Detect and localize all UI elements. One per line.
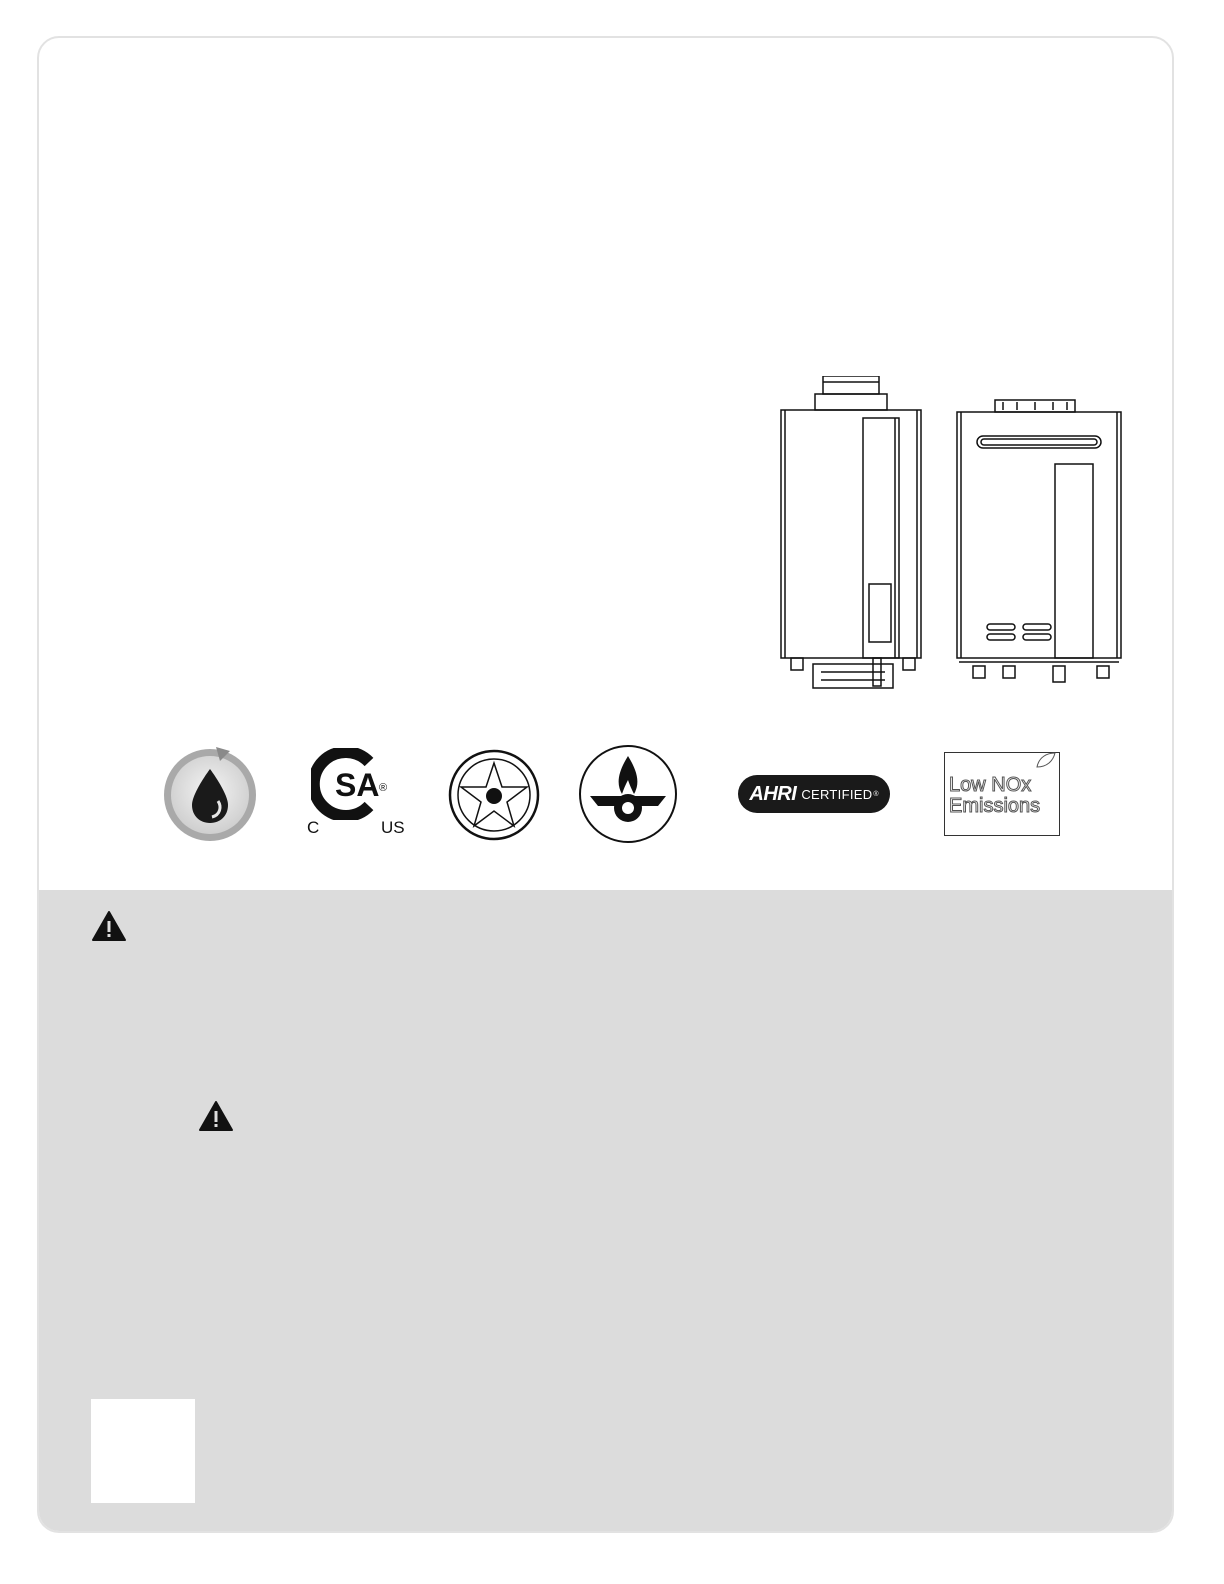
water-heater-side-view xyxy=(781,376,921,688)
certified-label: CERTIFIED xyxy=(801,786,873,802)
water-drop-recycle-icon xyxy=(160,743,260,843)
flame-seal-logo xyxy=(578,744,678,844)
warning-panel xyxy=(39,890,1172,1533)
water-heater-front-view xyxy=(957,400,1121,682)
nox-line-1: Low NOx xyxy=(949,774,1032,796)
leaf-icon xyxy=(1033,751,1057,771)
svg-text:SA: SA xyxy=(335,767,380,803)
star-seal-logo xyxy=(447,748,541,842)
blank-white-box xyxy=(91,1399,195,1503)
ahri-certified-badge xyxy=(738,775,890,813)
ahri-registered-mark: ® xyxy=(873,790,879,798)
warning-triangle-icon xyxy=(91,910,127,942)
low-nox-emissions-badge xyxy=(944,752,1060,836)
warning-triangle-icon xyxy=(198,1100,234,1132)
csa-c-label: C xyxy=(307,818,320,837)
csa-registered-mark: ® xyxy=(379,782,388,794)
ahri-label: AHRI xyxy=(749,782,797,805)
water-heater-drawings xyxy=(777,376,1127,696)
csa-us-label: US xyxy=(381,818,405,837)
cover-frame xyxy=(37,36,1174,1533)
nox-line-2: Emissions xyxy=(949,795,1041,817)
